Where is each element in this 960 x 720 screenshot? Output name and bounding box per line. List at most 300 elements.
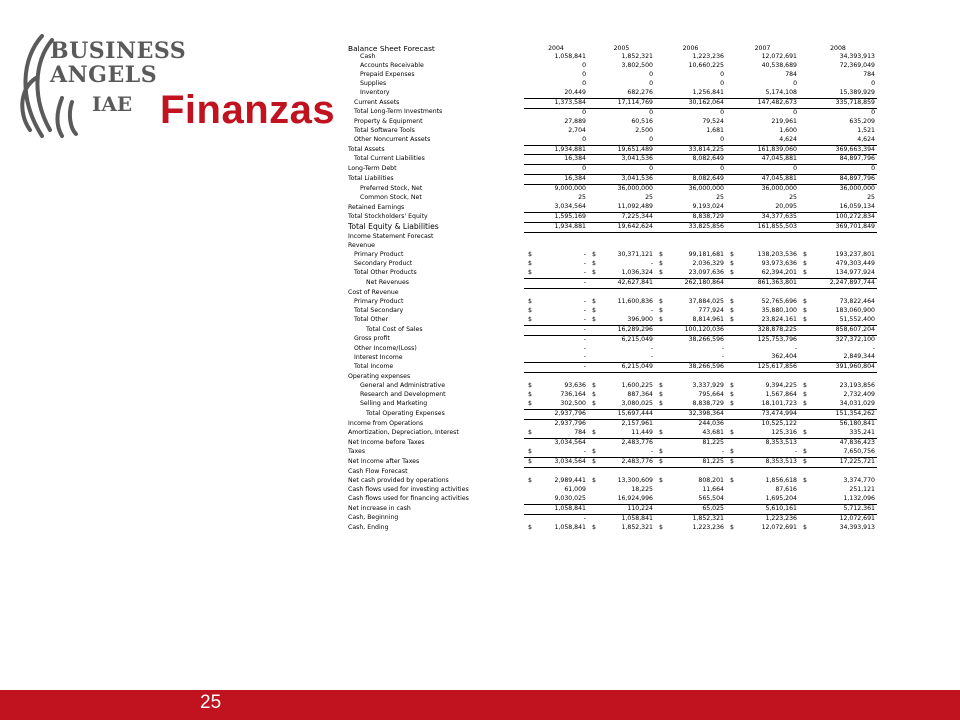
value-text: 251,121 — [849, 485, 875, 493]
currency-symbol: $ — [659, 447, 663, 455]
currency-symbol: $ — [730, 259, 734, 267]
cell-value — [726, 335, 799, 344]
cell-value — [524, 307, 588, 316]
value-text: 37,884,025 — [688, 297, 724, 305]
value-text: - — [794, 447, 797, 455]
value-text: 16,924,996 — [617, 494, 653, 502]
value-text: 0 — [649, 79, 653, 87]
cell-value — [655, 278, 726, 288]
cell-value — [655, 165, 726, 175]
cell-value — [524, 194, 588, 203]
value-text: 25 — [645, 194, 653, 202]
value-text: 20,449 — [564, 88, 586, 96]
row-label: Total Software Tools — [354, 126, 415, 134]
value-text: 30,162,064 — [688, 98, 724, 106]
value-text: 1,373,584 — [554, 98, 586, 106]
row-label: Inventory — [360, 89, 390, 97]
value-text: 0 — [582, 165, 586, 173]
sheet-title: Balance Sheet Forecast — [348, 44, 435, 53]
currency-symbol: $ — [592, 382, 596, 390]
cell-value — [655, 251, 726, 260]
cell-value — [799, 108, 877, 117]
value-text: 52,765,696 — [761, 297, 797, 305]
cell-value — [655, 477, 726, 486]
currency-symbol: $ — [803, 523, 807, 531]
value-text: 8,838,729 — [692, 400, 724, 408]
value-text: 87,616 — [775, 485, 797, 493]
value-text: - — [583, 297, 586, 305]
cell-value — [799, 486, 877, 495]
value-text: 396,900 — [627, 315, 653, 323]
value-text: 2,157,961 — [621, 420, 653, 428]
row-label: Research and Development — [360, 391, 446, 399]
row-label: Total Cost of Sales — [366, 325, 423, 333]
value-text: 1,058,841 — [554, 523, 586, 531]
table-row — [348, 108, 877, 117]
cell-value — [524, 439, 588, 448]
cell-value — [524, 62, 588, 71]
currency-symbol: $ — [592, 259, 596, 267]
currency-symbol: $ — [528, 476, 532, 484]
cell-value — [655, 223, 726, 233]
value-text: 11,449 — [631, 429, 653, 437]
cell-value — [588, 391, 655, 400]
cell-value — [524, 251, 588, 260]
cell-value — [655, 213, 726, 223]
cell-value — [726, 136, 799, 145]
cell-value — [726, 345, 799, 354]
cell-value — [726, 185, 799, 194]
value-text: 1,058,841 — [554, 504, 586, 512]
cell-value — [588, 269, 655, 278]
cell-value — [524, 363, 588, 373]
value-text: 7,225,344 — [621, 213, 653, 221]
cell-value — [655, 391, 726, 400]
cell-value — [799, 457, 877, 467]
cell-value — [726, 233, 799, 242]
table-row — [348, 429, 877, 438]
value-text: 362,404 — [771, 353, 797, 361]
currency-symbol: $ — [730, 476, 734, 484]
currency-symbol: $ — [803, 429, 807, 437]
value-text: 16,384 — [564, 175, 586, 183]
cell-value — [524, 203, 588, 212]
row-label: Current Assets — [354, 98, 400, 106]
cell-value — [726, 194, 799, 203]
cell-value — [799, 514, 877, 523]
value-text: 1,058,841 — [621, 514, 653, 522]
value-text: - — [583, 251, 586, 258]
row-label: Cash — [360, 53, 376, 60]
cell-value — [524, 242, 588, 251]
cell-value — [524, 53, 588, 62]
value-text: 1,856,618 — [765, 476, 797, 484]
value-text: - — [721, 447, 724, 455]
cell-value — [588, 145, 655, 155]
cell-value — [655, 242, 726, 251]
value-text: - — [583, 353, 586, 361]
cell-value — [726, 486, 799, 495]
currency-symbol: $ — [803, 315, 807, 323]
table-row — [348, 439, 877, 448]
cell-value — [524, 175, 588, 185]
value-text: 1,600,225 — [621, 382, 653, 390]
value-text: 125,753,796 — [757, 335, 797, 343]
row-label: Selling and Marketing — [360, 400, 428, 408]
cell-value — [799, 325, 877, 335]
value-text: 5,712,361 — [843, 504, 875, 512]
cell-value — [726, 145, 799, 155]
footer-bar — [0, 690, 960, 720]
currency-symbol: $ — [730, 457, 734, 465]
cell-value — [588, 335, 655, 344]
cell-value — [726, 316, 799, 325]
value-text: 0 — [793, 165, 797, 173]
value-text: 11,092,489 — [617, 203, 653, 211]
row-label: Total Long-Term Investments — [354, 108, 443, 116]
row-label: Net increase in cash — [348, 504, 411, 512]
value-text: 0 — [649, 108, 653, 116]
table-row — [348, 127, 877, 136]
currency-symbol: $ — [659, 306, 663, 314]
value-text: 7,650,756 — [843, 447, 875, 455]
cell-value — [655, 429, 726, 438]
value-text: 1,256,841 — [692, 88, 724, 96]
table-row — [348, 382, 877, 391]
cell-value — [524, 155, 588, 165]
value-text: 2,937,796 — [554, 420, 586, 428]
cell-value — [726, 288, 799, 297]
cell-value — [588, 514, 655, 523]
cell-value — [524, 477, 588, 486]
cell-value — [726, 363, 799, 373]
cell-value — [655, 335, 726, 344]
value-text: 784 — [863, 70, 875, 78]
value-text: 1,036,324 — [621, 268, 653, 276]
cell-value — [726, 457, 799, 467]
table-row — [348, 260, 877, 269]
value-text: 34,393,913 — [839, 53, 875, 60]
value-text: 15,389,929 — [839, 88, 875, 96]
value-text: 23,097,636 — [688, 268, 724, 276]
currency-symbol: $ — [659, 429, 663, 437]
cell-value — [799, 165, 877, 175]
table-row — [348, 251, 877, 260]
value-text: 3,337,929 — [692, 382, 724, 390]
row-label: Income from Operations — [348, 419, 424, 427]
cell-value — [799, 194, 877, 203]
cell-value — [524, 448, 588, 457]
cell-value — [726, 420, 799, 429]
value-text: 0 — [871, 165, 875, 173]
cell-value — [655, 353, 726, 362]
cell-value — [726, 514, 799, 523]
currency-symbol: $ — [803, 457, 807, 465]
value-text: 25 — [716, 194, 724, 202]
row-label: Net Income after Taxes — [348, 457, 420, 465]
currency-symbol: $ — [528, 400, 532, 408]
table-row — [348, 233, 877, 242]
cell-value — [524, 382, 588, 391]
cell-value — [588, 373, 655, 382]
value-text: - — [583, 268, 586, 276]
value-text: - — [872, 344, 875, 352]
cell-value — [655, 410, 726, 420]
row-label: Property & Equipment — [354, 117, 423, 125]
cell-value — [524, 89, 588, 98]
currency-symbol: $ — [730, 400, 734, 408]
value-text: 81,225 — [702, 439, 724, 447]
value-text: 1,223,236 — [692, 53, 724, 60]
value-text: 0 — [793, 79, 797, 87]
value-text: 51,552,400 — [839, 315, 875, 323]
financial-statement — [348, 44, 877, 533]
row-label: Taxes — [348, 448, 366, 456]
value-text: - — [650, 353, 653, 361]
table-body — [348, 53, 877, 533]
cell-value — [588, 477, 655, 486]
cell-value — [588, 80, 655, 89]
value-text: 1,934,881 — [554, 223, 586, 231]
value-text: 9,000,000 — [554, 185, 586, 193]
currency-symbol: $ — [592, 306, 596, 314]
cell-value — [726, 165, 799, 175]
row-label: Common Stock, Net — [360, 194, 422, 202]
value-text: 20,095 — [775, 203, 797, 211]
row-label: Secondary Product — [354, 259, 413, 267]
cell-value — [655, 448, 726, 457]
value-text: 34,031,029 — [839, 400, 875, 408]
row-label: Prepaid Expenses — [360, 70, 415, 78]
value-text: 8,353,513 — [765, 457, 797, 465]
table-row — [348, 363, 877, 373]
currency-symbol: $ — [659, 391, 663, 399]
value-text: 335,241 — [849, 429, 875, 437]
cell-value — [588, 155, 655, 165]
cell-value — [655, 269, 726, 278]
value-text: 110,224 — [627, 504, 653, 512]
value-text: 56,180,841 — [839, 420, 875, 428]
value-text: 65,025 — [702, 504, 724, 512]
value-text: 2,989,441 — [554, 476, 586, 484]
cell-value — [799, 382, 877, 391]
value-text: 40,538,689 — [761, 61, 797, 69]
cell-value — [655, 373, 726, 382]
cell-value — [726, 325, 799, 335]
currency-symbol: $ — [528, 382, 532, 390]
row-label: Net Revenues — [366, 278, 409, 286]
cell-value — [799, 260, 877, 269]
value-text: 9,030,025 — [554, 494, 586, 502]
cell-value — [799, 118, 877, 127]
cell-value — [799, 391, 877, 400]
cell-value — [726, 307, 799, 316]
value-text: 4,624 — [779, 135, 797, 143]
value-text: 0 — [720, 79, 724, 87]
currency-symbol: $ — [730, 315, 734, 323]
cell-value — [524, 260, 588, 269]
cell-value — [799, 353, 877, 362]
cell-value — [799, 89, 877, 98]
currency-symbol: $ — [803, 447, 807, 455]
value-text: 4,624 — [857, 135, 875, 143]
currency-symbol: $ — [528, 457, 532, 465]
cell-value — [799, 495, 877, 504]
value-text: 736,164 — [560, 391, 586, 399]
value-text: 43,681 — [702, 429, 724, 437]
cell-value — [524, 504, 588, 514]
value-text: 808,201 — [698, 476, 724, 484]
cell-value — [726, 391, 799, 400]
cell-value — [588, 185, 655, 194]
value-text: - — [583, 363, 586, 371]
value-text: 73,822,464 — [839, 297, 875, 305]
currency-symbol: $ — [528, 429, 532, 437]
row-label: Total Other Products — [354, 269, 417, 277]
value-text: 161,839,060 — [757, 145, 797, 153]
value-text: 1,132,096 — [843, 494, 875, 502]
currency-symbol: $ — [803, 259, 807, 267]
value-text: 72,369,049 — [839, 61, 875, 69]
financial-table — [348, 44, 877, 533]
value-text: 2,483,776 — [621, 457, 653, 465]
currency-symbol: $ — [730, 382, 734, 390]
row-label: Total Stockholders' Equity — [348, 213, 428, 221]
cell-value — [524, 400, 588, 409]
row-label: Long-Term Debt — [348, 165, 397, 173]
table-row — [348, 288, 877, 297]
currency-symbol: $ — [803, 306, 807, 314]
cell-value — [588, 439, 655, 448]
value-text: 1,521 — [857, 126, 875, 134]
value-text: - — [583, 335, 586, 343]
table-row — [348, 353, 877, 362]
cell-value — [799, 477, 877, 486]
value-text: 302,500 — [560, 400, 586, 408]
cell-value — [799, 410, 877, 420]
row-label: Interest Income — [354, 353, 403, 361]
value-text: 134,977,924 — [835, 268, 875, 276]
cell-value — [799, 233, 877, 242]
cell-value — [799, 429, 877, 438]
value-text: 0 — [582, 70, 586, 78]
cell-value — [655, 420, 726, 429]
row-label: Net Income before Taxes — [348, 438, 425, 446]
value-text: 36,000,000 — [839, 185, 875, 193]
row-label: Gross profit — [354, 335, 390, 343]
business-angels-logo — [12, 18, 187, 148]
cell-value — [524, 373, 588, 382]
row-label: Cash flows used for financing activities — [348, 494, 469, 502]
value-text: 328,878,225 — [757, 325, 797, 333]
value-text: 3,080,025 — [621, 400, 653, 408]
cell-value — [799, 62, 877, 71]
cell-value — [799, 439, 877, 448]
row-label: Preferred Stock, Net — [360, 185, 423, 193]
value-text: 0 — [720, 70, 724, 78]
value-text: 10,525,122 — [761, 420, 797, 428]
currency-symbol: $ — [528, 523, 532, 531]
value-text: 32,398,364 — [688, 410, 724, 418]
value-text: 2,500 — [635, 126, 653, 134]
brand-line-1: BUSINESS — [50, 38, 187, 64]
value-text: 161,855,503 — [757, 223, 797, 231]
cell-value — [799, 223, 877, 233]
row-label: Primary Product — [354, 297, 404, 305]
cell-value — [726, 429, 799, 438]
cell-value — [588, 71, 655, 80]
value-text: 784 — [785, 70, 797, 78]
table-row — [348, 145, 877, 155]
cell-value — [799, 127, 877, 136]
year-header: 2006 — [682, 45, 699, 52]
row-label: Cash flows used for investing activities — [348, 485, 469, 493]
table-row — [348, 185, 877, 194]
row-label: Total Other — [354, 315, 388, 323]
value-text: 100,120,036 — [684, 325, 724, 333]
value-text: 9,394,225 — [765, 382, 797, 390]
currency-symbol: $ — [592, 447, 596, 455]
cell-value — [799, 335, 877, 344]
value-text: 8,814,961 — [692, 315, 724, 323]
value-text: 36,000,000 — [617, 185, 653, 193]
cell-value — [726, 108, 799, 117]
cell-value — [524, 213, 588, 223]
cell-value — [524, 495, 588, 504]
cell-value — [655, 62, 726, 71]
value-text: 18,225 — [631, 485, 653, 493]
value-text: 12,072,691 — [839, 514, 875, 522]
currency-symbol: $ — [659, 315, 663, 323]
value-text: 12,072,691 — [761, 53, 797, 60]
cell-value — [655, 316, 726, 325]
cell-value — [799, 316, 877, 325]
cell-value — [588, 108, 655, 117]
cell-value — [588, 165, 655, 175]
cell-value — [524, 118, 588, 127]
cell-value — [655, 118, 726, 127]
cell-value — [726, 223, 799, 233]
value-text: 17,114,769 — [617, 98, 653, 106]
table-row — [348, 307, 877, 316]
cell-value — [588, 345, 655, 354]
value-text: 3,374,770 — [843, 476, 875, 484]
value-text: 3,041,536 — [621, 175, 653, 183]
cell-value — [799, 71, 877, 80]
cell-value — [524, 316, 588, 325]
table-row — [348, 278, 877, 288]
cell-value — [799, 155, 877, 165]
value-text: 15,697,444 — [617, 410, 653, 418]
value-text: - — [583, 315, 586, 323]
cell-value — [799, 80, 877, 89]
cell-value — [726, 467, 799, 476]
cell-value — [726, 524, 799, 533]
currency-symbol: $ — [659, 457, 663, 465]
cell-value — [588, 307, 655, 316]
value-text: 1,852,321 — [692, 514, 724, 522]
cell-value — [655, 504, 726, 514]
table-row — [348, 165, 877, 175]
currency-symbol: $ — [592, 251, 596, 258]
cell-value — [655, 260, 726, 269]
value-text: 79,524 — [702, 117, 724, 125]
table-row — [348, 373, 877, 382]
value-text: 6,215,049 — [621, 335, 653, 343]
cell-value — [524, 145, 588, 155]
cell-value — [588, 203, 655, 212]
cell-value — [655, 127, 726, 136]
